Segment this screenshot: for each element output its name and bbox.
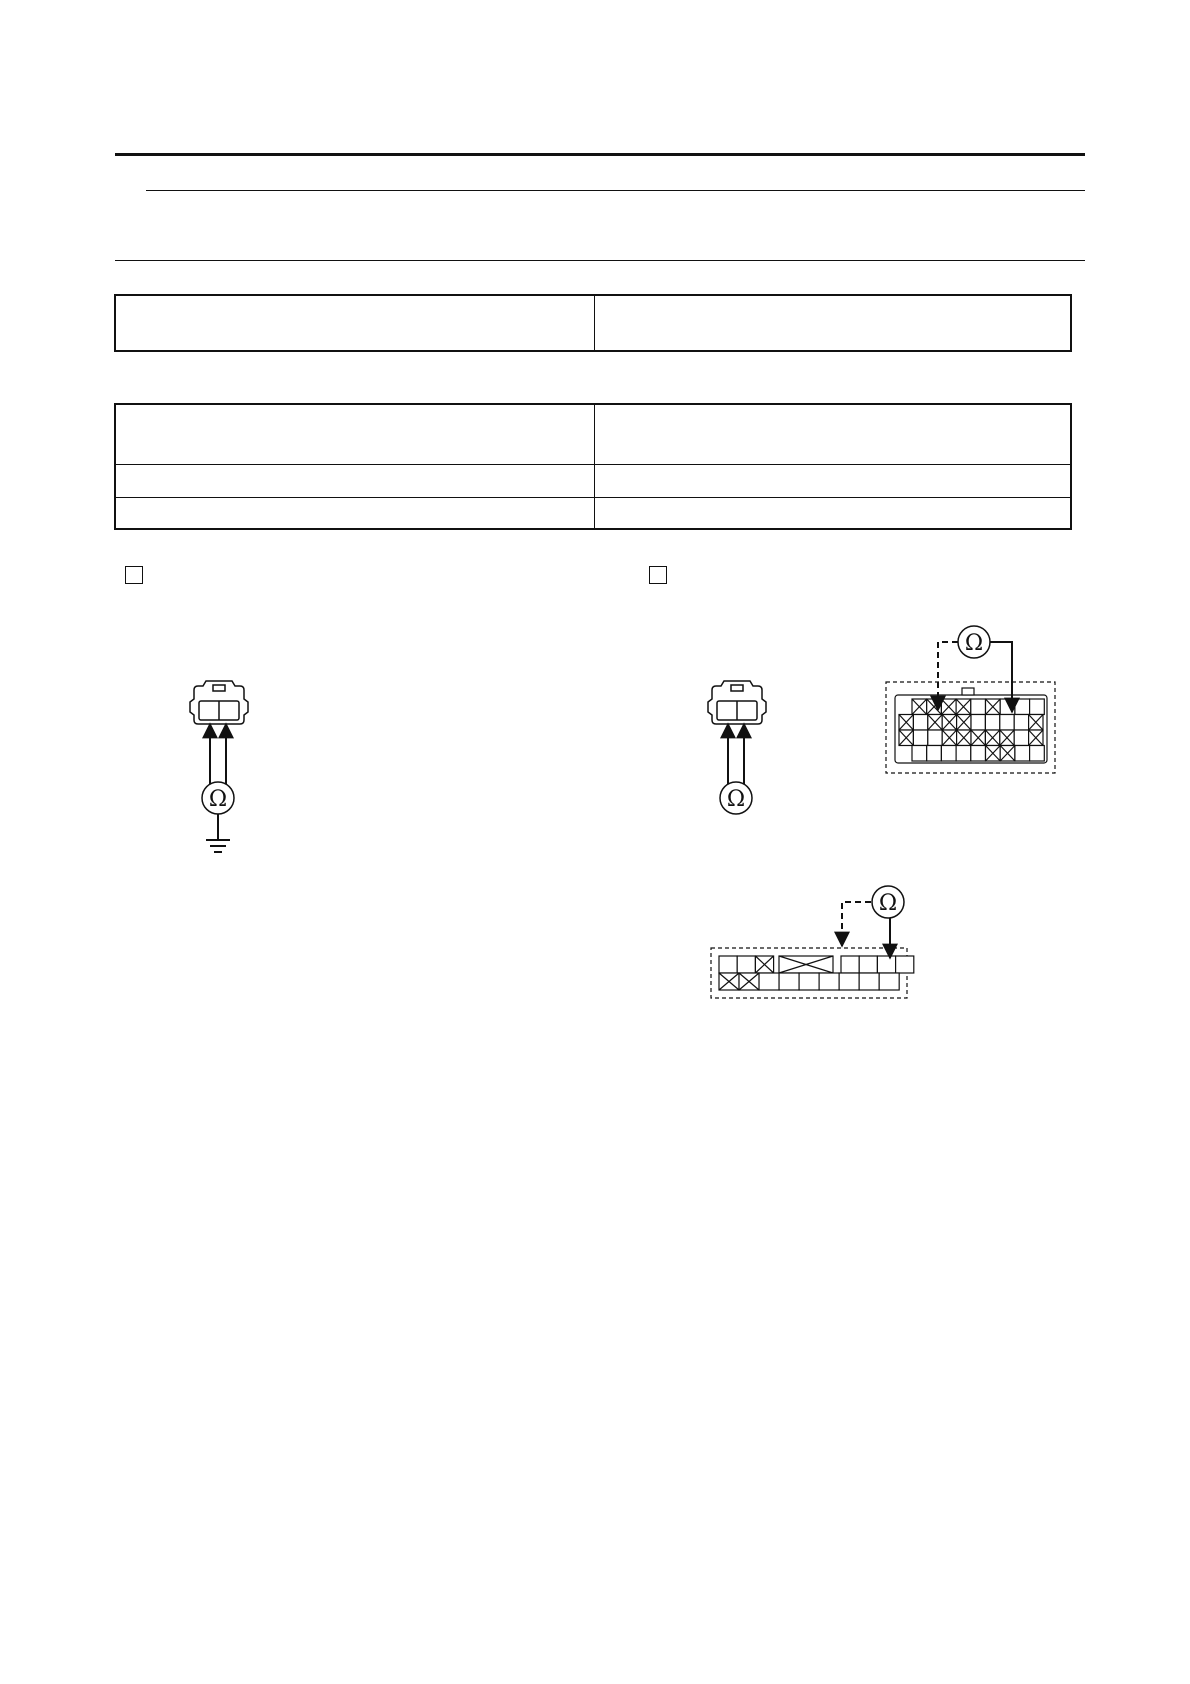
right-ohm-symbol: Ω — [726, 787, 746, 812]
connector-pin — [879, 973, 899, 990]
connector-pin — [913, 715, 927, 731]
connector-pin — [1014, 715, 1028, 731]
connector-pin — [896, 956, 914, 973]
connector-pin — [819, 973, 839, 990]
connector-pin — [1015, 746, 1030, 762]
bottom-pin-grid — [719, 956, 914, 990]
left-two-pin-connector-icon — [190, 681, 248, 724]
connector-pin — [913, 730, 927, 746]
connector-pin — [971, 699, 986, 715]
ecu-ohmmeter-icon — [958, 626, 990, 658]
left-ohmmeter-icon — [202, 782, 234, 814]
connector-pin — [877, 956, 895, 973]
connector-pin — [971, 715, 985, 731]
connector-pin — [1000, 715, 1014, 731]
connector-pin — [1030, 699, 1045, 715]
left-ohm-symbol: Ω — [208, 787, 228, 812]
connector-pin — [927, 746, 942, 762]
connector-pin — [737, 956, 755, 973]
connector-pin — [956, 746, 971, 762]
connector-pin — [941, 746, 956, 762]
connector-pin — [1030, 746, 1045, 762]
connector-pin — [912, 746, 927, 762]
connector-pin — [859, 956, 877, 973]
connector-pin — [859, 973, 879, 990]
ecu-ohm-symbol: Ω — [964, 631, 984, 656]
connector-pin — [985, 715, 999, 731]
connector-pin — [971, 746, 986, 762]
right-ohmmeter-icon — [720, 782, 752, 814]
right-probe-leads — [728, 724, 744, 784]
connector-pin — [1014, 730, 1028, 746]
bottom-ohm-symbol: Ω — [878, 891, 898, 916]
bottom-multi-pin-connector-icon — [711, 948, 914, 998]
connector-pin — [759, 973, 779, 990]
connector-pin — [839, 973, 859, 990]
bottom-ohmmeter-icon — [872, 886, 904, 918]
connector-pin — [719, 956, 737, 973]
connector-pin — [799, 973, 819, 990]
connector-pin — [1015, 699, 1030, 715]
ecu-multi-pin-connector-icon — [886, 682, 1055, 773]
connector-pin — [779, 973, 799, 990]
connector-pin — [841, 956, 859, 973]
connector-pin — [928, 730, 942, 746]
right-two-pin-connector-icon — [708, 681, 766, 724]
ecu-pin-grid — [899, 699, 1044, 761]
